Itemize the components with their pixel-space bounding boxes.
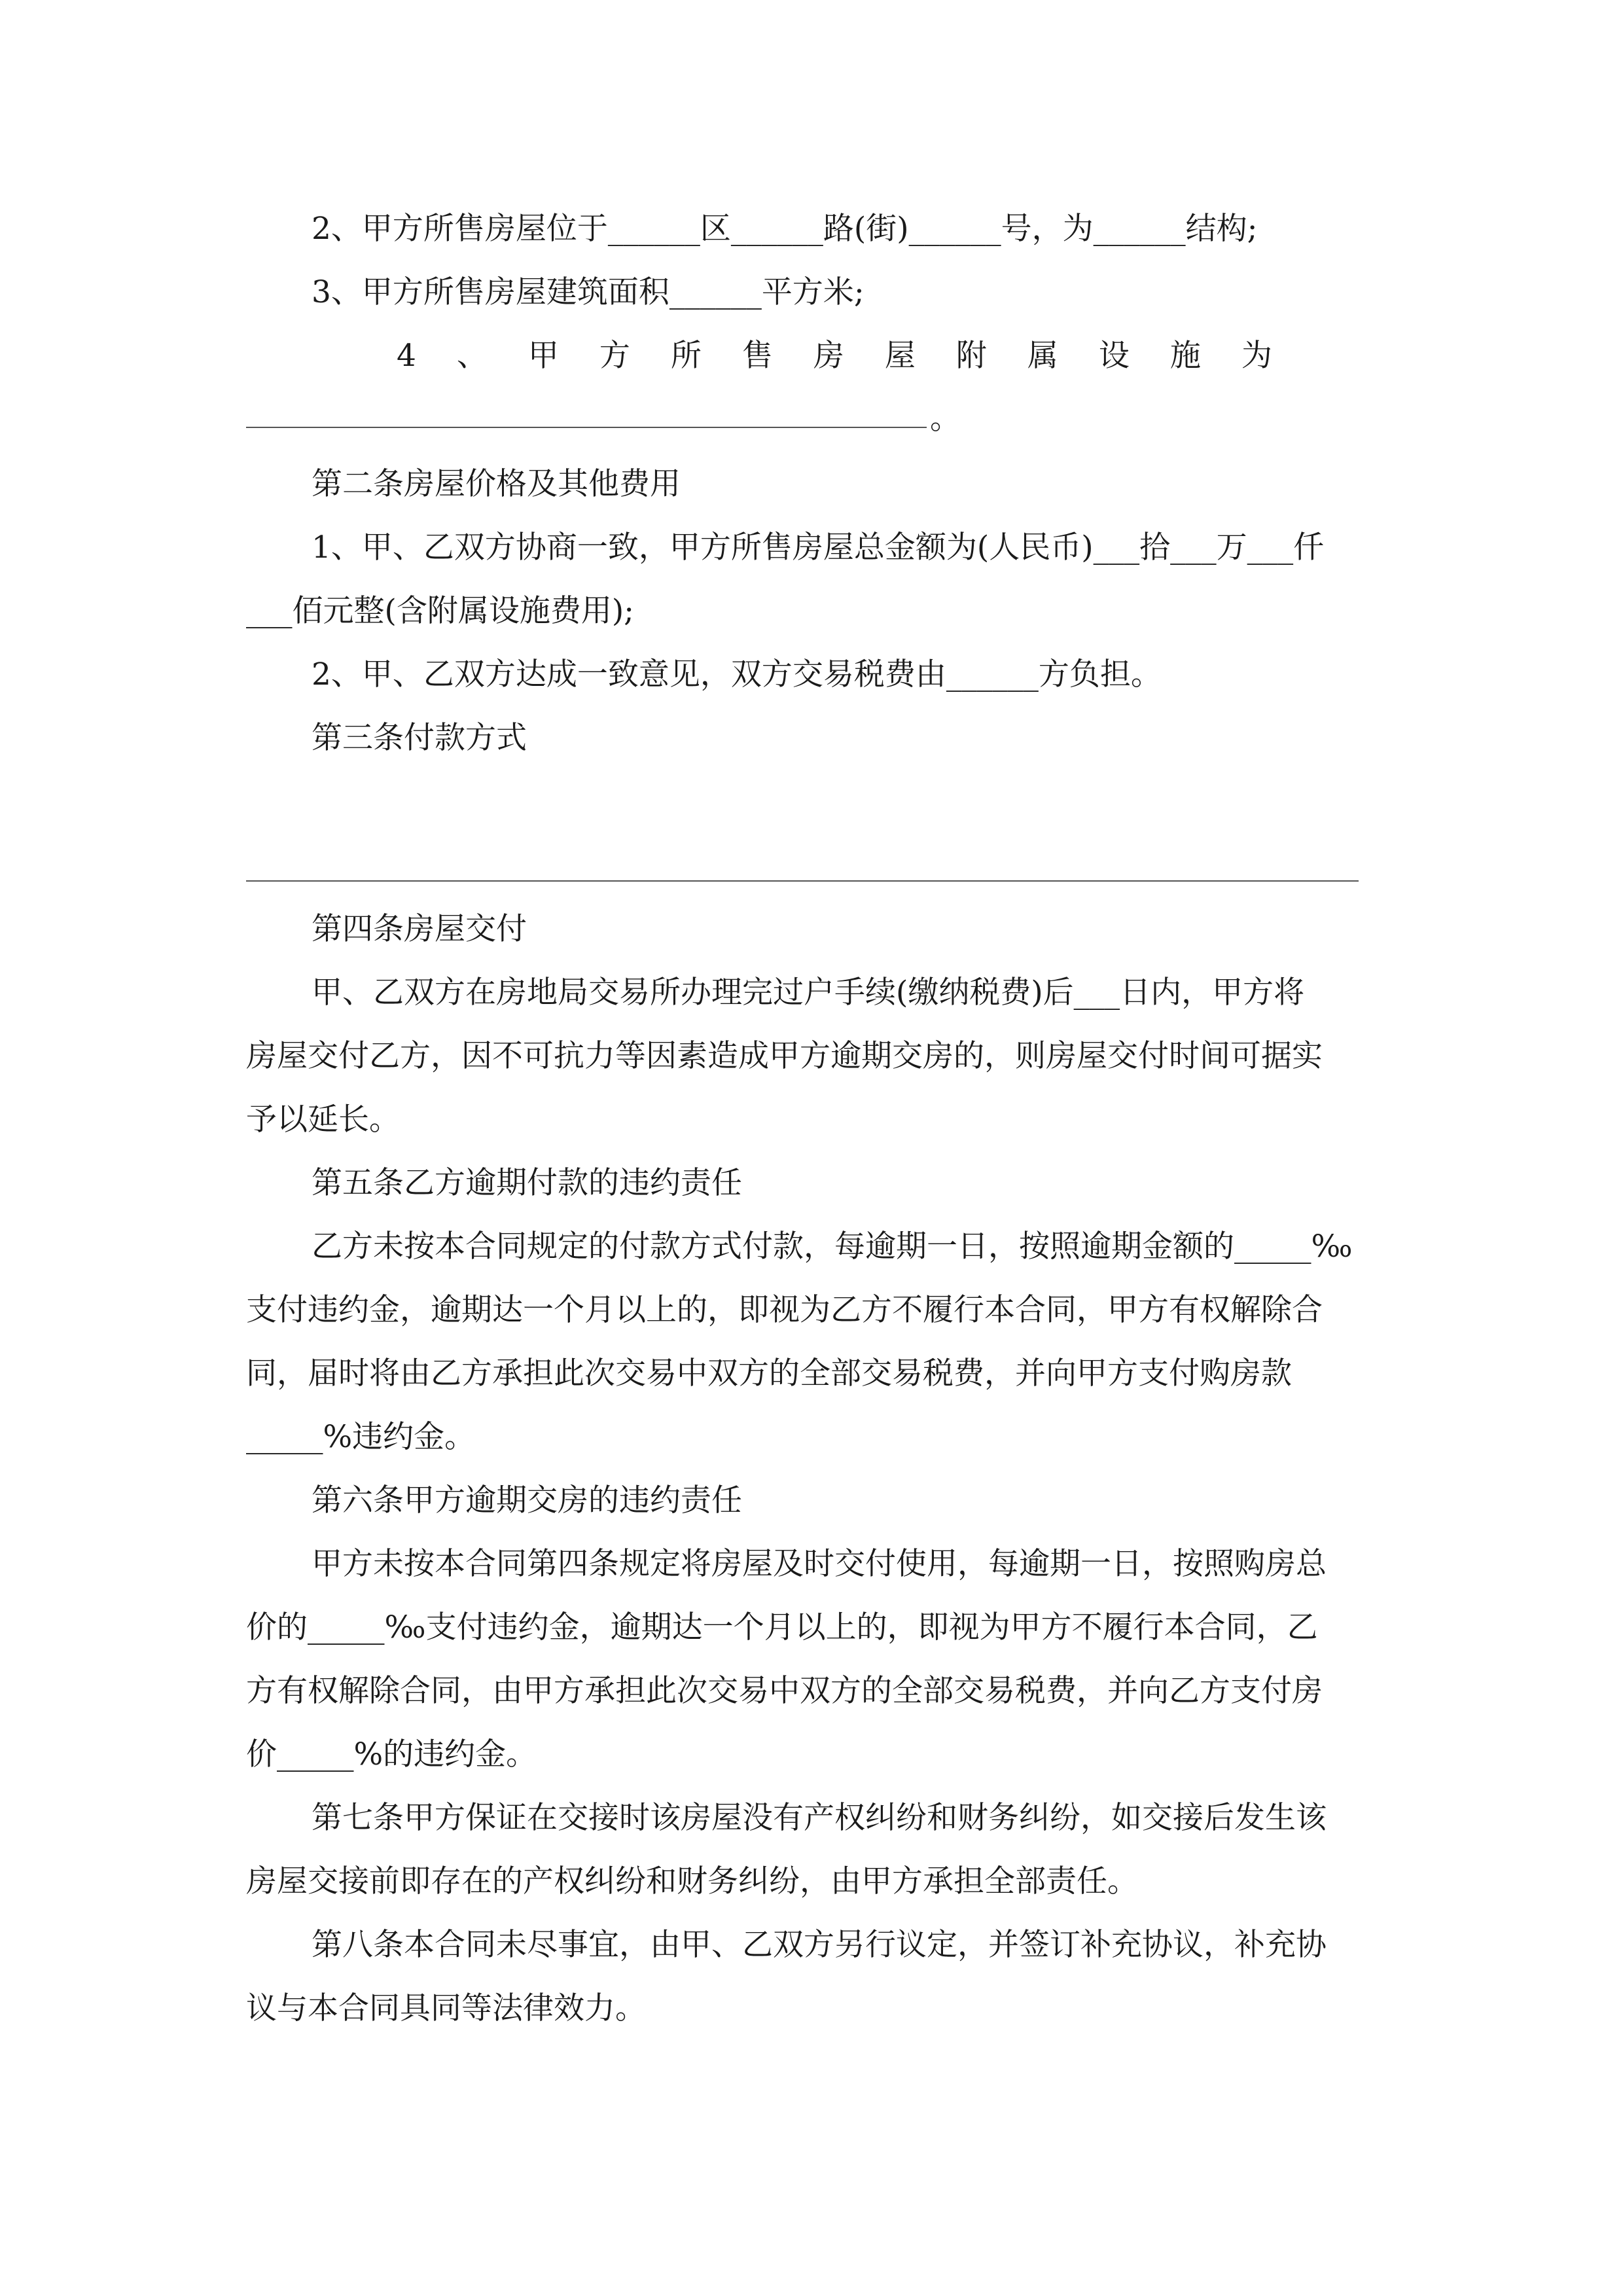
- clause-5-line-4: _____%违约金。: [246, 1419, 476, 1455]
- clause-1-item-4-text: 4、甲方所售房屋附属设施为: [397, 338, 1313, 374]
- clause-1-item-3: 3、甲方所售房屋建筑面积______平方米;: [312, 274, 865, 310]
- clause-8-line-2: 议与本合同具同等法律效力。: [246, 1990, 646, 2026]
- clause-2-item-2: 2、甲、乙双方达成一致意见，双方交易税费由______方负担。: [312, 656, 1162, 692]
- clause-1-item-4: [397, 336, 1378, 376]
- clause-4-heading: 第四条房屋交付: [312, 911, 527, 947]
- clause-6-line-3: 方有权解除合同，由甲方承担此次交易中双方的全部交易税费，并向乙方支付房: [246, 1673, 1323, 1709]
- clause-4-line-1: 甲、乙双方在房地局交易所办理完过户手续(缴纳税费)后___日内，甲方将: [312, 975, 1305, 1011]
- clause-8-line-1: 第八条本合同未尽事宜，由甲、乙双方另行议定，并签订补充协议，补充协: [312, 1927, 1327, 1963]
- blank-underline-payment: [246, 880, 1359, 882]
- clause-3-heading: 第三条付款方式: [312, 720, 527, 756]
- clause-1-item-4-end: 。: [930, 401, 961, 437]
- clause-2-heading: 第二条房屋价格及其他费用: [312, 466, 681, 502]
- clause-4-line-3: 予以延长。: [246, 1102, 400, 1138]
- clause-6-line-2: 价的_____‰支付违约金，逾期达一个月以上的，即视为甲方不履行本合同，乙: [246, 1609, 1318, 1645]
- clause-6-line-4: 价_____%的违约金。: [246, 1736, 537, 1772]
- clause-7-line-1: 第七条甲方保证在交接时该房屋没有产权纠纷和财务纠纷，如交接后发生该: [312, 1800, 1327, 1836]
- clause-7-line-2: 房屋交接前即存在的产权纠纷和财务纠纷，由甲方承担全部责任。: [246, 1863, 1138, 1899]
- clause-4-line-2: 房屋交付乙方，因不可抗力等因素造成甲方逾期交房的，则房屋交付时间可据实: [246, 1038, 1323, 1074]
- clause-2-item-1-line-2: ___佰元整(含附属设施费用);: [246, 593, 635, 629]
- clause-5-line-2: 支付违约金，逾期达一个月以上的，即视为乙方不履行本合同，甲方有权解除合: [246, 1292, 1323, 1328]
- clause-1-item-2: 2、甲方所售房屋位于______区______路(街)______号，为______结构;: [312, 211, 1258, 247]
- clause-5-line-3: 同，届时将由乙方承担此次交易中双方的全部交易税费，并向甲方支付购房款: [246, 1355, 1292, 1391]
- clause-2-item-1-line-1: 1、甲、乙双方协商一致，甲方所售房屋总金额为(人民币)___拾___万___仟: [312, 529, 1325, 565]
- clause-6-line-1: 甲方未按本合同第四条规定将房屋及时交付使用，每逾期一日，按照购房总: [312, 1546, 1327, 1582]
- clause-5-heading: 第五条乙方逾期付款的违约责任: [312, 1165, 742, 1201]
- clause-5-line-1: 乙方未按本合同规定的付款方式付款，每逾期一日，按照逾期金额的_____‰: [312, 1229, 1353, 1265]
- clause-6-heading: 第六条甲方逾期交房的违约责任: [312, 1482, 742, 1518]
- blank-underline-facilities: [246, 427, 927, 428]
